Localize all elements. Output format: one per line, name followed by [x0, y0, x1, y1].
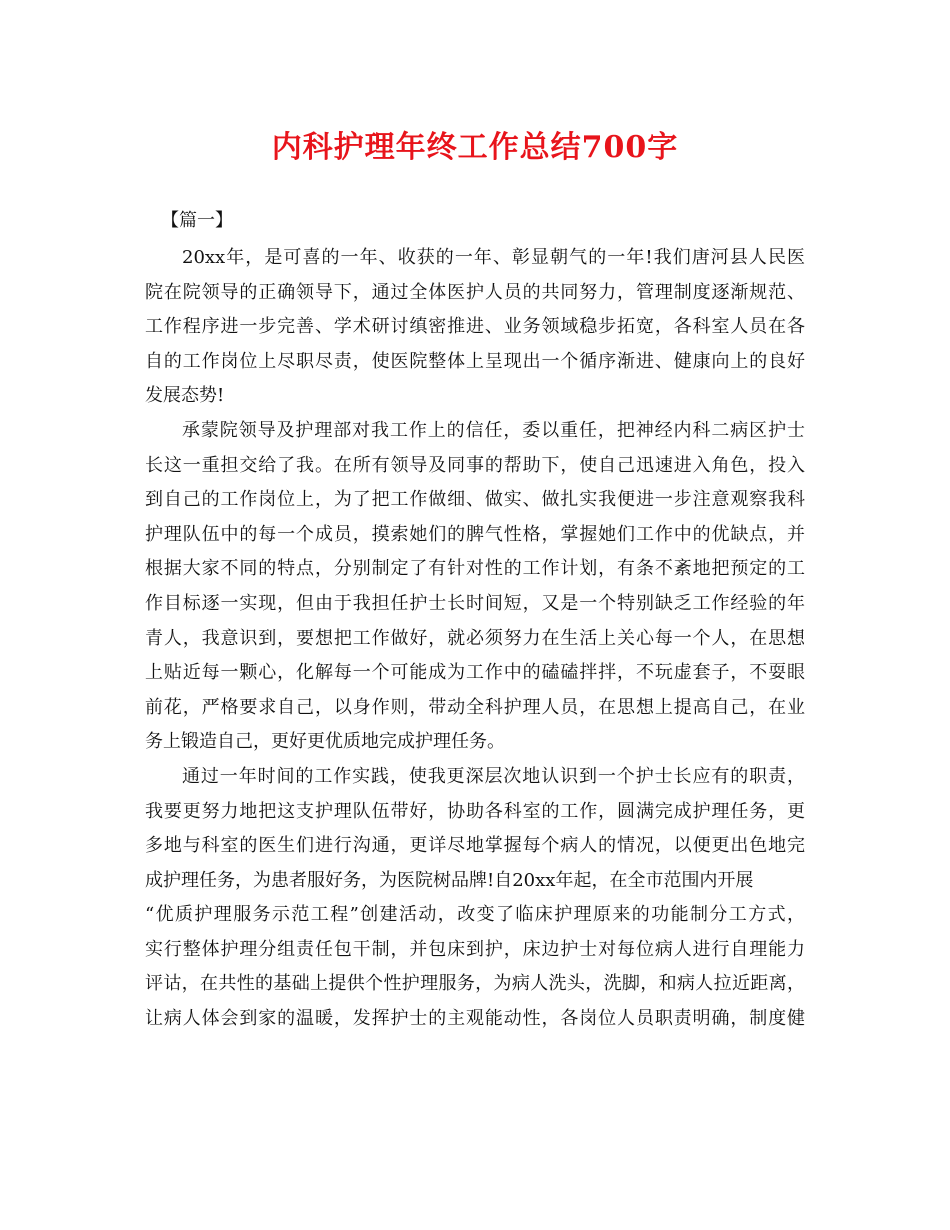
paragraph-3-line-3: 多地与科室的医生们进行沟通，更详尽地掌握每个病人的情况，以便更出色地完 [145, 835, 805, 857]
paragraph-2-line-4: 护理队伍中的每一个成员，摸索她们的脾气性格，掌握她们工作中的优缺点，并 [145, 523, 805, 545]
paragraph-3-line-7: 评诂，在共性的基础上提供个性护理服务，为病人洗头，洗脚，和病人拉近距离， [145, 973, 805, 995]
paragraph-2-line-10: 务上锻造自己，更好更优质地完成护理任务。 [145, 731, 505, 753]
paragraph-3-line-5: “优质护理服务示范工程”创建活动，改变了临床护理原来的功能制分工方式， [145, 904, 805, 926]
paragraph-2-line-8: 上贴近每一颗心，化解每一个可能成为工作中的磕磕拌拌，不玩虚套子，不耍眼 [145, 662, 805, 684]
document-body [145, 241, 805, 1037]
paragraph-3-line-6: 实行整体护理分组责任包干制，并包床到护，床边护士对每位病人进行自理能力 [145, 938, 805, 960]
paragraph-2-line-7: 青人，我意识到，要想把工作做好，就必须努力在生活上关心每一个人，在思想 [145, 627, 805, 649]
paragraph-1-line-1: 20xx年，是可喜的一年、收获的一年、彰显朝气的一年!我们唐河县人民医 [182, 247, 805, 268]
paragraph-3-line-1: 通过一年时间的工作实践，使我更深层次地认识到一个护士长应有的职责， [182, 765, 805, 787]
paragraph-2-line-5: 根据大家不同的特点，分别制定了有针对性的工作计划，有条不紊地把预定的工 [145, 558, 805, 580]
paragraph-1-line-3: 工作程序进一步完善、学术研讨缜密推进、业务领域稳步拓宽，各科室人员在各 [145, 316, 805, 338]
paragraph-3-line-4: 成护理任务，为患者服好务，为医院树品牌!自20xx年起，在全市范围内开展 [145, 869, 754, 891]
paragraph-3-line-2: 我要更努力地把这支护理队伍带好，协助各科室的工作，圆满完成护理任务，更 [145, 800, 805, 822]
paragraph-3-line-8: 让病人体会到家的温暖，发挥护士的主观能动性，各岗位人员职责明确，制度健 [145, 1008, 805, 1030]
section-heading: 【篇一】 [161, 210, 233, 231]
paragraph-2-line-6: 作目标逐一实现，但由于我担任护士长时间短，又是一个特别缺乏工作经验的年 [145, 592, 805, 614]
paragraph-1-line-4: 自的工作岗位上尽职尽责，使医院整体上呈现出一个循序渐进、健康向上的良好 [145, 350, 805, 372]
paragraph-1-line-2: 院在院领导的正确领导下，通过全体医护人员的共同努力，管理制度逐渐规范、 [145, 281, 805, 303]
document-title: 内科护理年终工作总结700字 [271, 130, 679, 165]
paragraph-2-line-2: 长这一重担交给了我。在所有领导及同事的帮助下，使自己迅速进入角色，投入 [145, 454, 805, 476]
paragraph-2-line-9: 前花，严格要求自己，以身作则，带动全科护理人员，在思想上提高自己，在业 [145, 696, 805, 718]
paragraph-2-line-1: 承蒙院领导及护理部对我工作上的信任，委以重任，把神经内科二病区护士 [182, 419, 805, 441]
paragraph-2-line-3: 到自己的工作岗位上，为了把工作做细、做实、做扎实我便进一步注意观察我科 [145, 489, 805, 511]
paragraph-1-line-5: 发展态势! [145, 385, 225, 407]
